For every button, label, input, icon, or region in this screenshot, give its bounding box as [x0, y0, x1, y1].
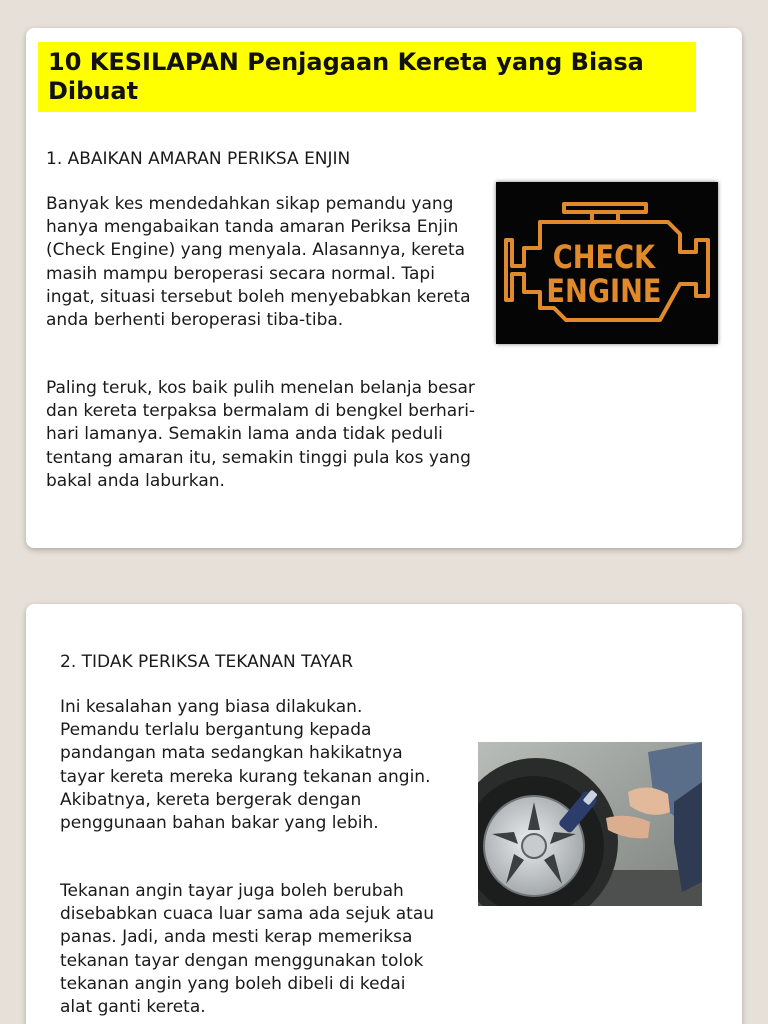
check-engine-text-line2: ENGINE [546, 272, 662, 311]
tyre-pressure-graphic [478, 742, 702, 906]
check-engine-icon [496, 182, 718, 344]
section-card-2 [26, 604, 742, 1024]
tyre-pressure-photo [478, 742, 702, 906]
check-engine-graphic [496, 182, 718, 344]
section-card-1 [26, 28, 742, 548]
section-2-paragraph-2: Tekanan angin tayar juga boleh berubah disebabkan cuaca luar sama ada sejuk atau panas. Jadi, anda mesti kerap memeriksa tekanan tayar dengan menggunakan tolok tekanan angin yang boleh dibeli di kedai alat ganti kereta. [60, 881, 435, 1018]
title-highlight [38, 42, 696, 112]
check-engine-text-line1: CHECK [552, 238, 656, 277]
section-2-paragraph-1: Ini kesalahan yang biasa dilakukan. Pemandu terlalu bergantung kepada pandangan mata sedangkan hakikatnya tayar kereta mereka kurang tekanan angin. Akibatnya, kereta bergerak dengan penggunaan bahan bakar yang lebih. [60, 697, 431, 834]
document-title: 10 KESILAPAN Penjagaan Kereta yang Biasa Dibuat [48, 48, 644, 105]
section-1-paragraph-2: Paling teruk, kos baik pulih menelan belanja besar dan kereta terpaksa bermalam di bengkel berhari-hari lamanya. Semakin lama anda tidak peduli tentang amaran itu, semakin tinggi pula kos yang bakal anda laburkan. [46, 378, 476, 491]
section-heading-2: 2. TIDAK PERIKSA TEKANAN TAYAR [60, 652, 354, 672]
section-1-paragraph-1: Banyak kes mendedahkan sikap pemandu yang hanya mengabaikan tanda amaran Periksa Enjin (Check Engine) yang menyala. Alasannya, kereta masih mampu beroperasi secara normal. Tapi ingat, situasi tersebut boleh menyebabkan kereta anda berhenti beroperasi tiba-tiba. [46, 194, 471, 331]
section-heading-1: 1. ABAIKAN AMARAN PERIKSA ENJIN [46, 149, 351, 169]
